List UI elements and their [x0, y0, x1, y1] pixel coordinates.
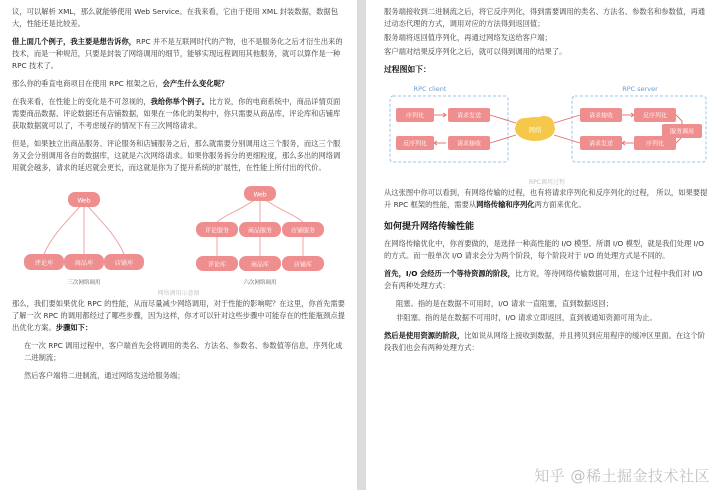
text: 然后客户端将二进制流，通过网络发送给服务端；: [24, 371, 185, 380]
text: 服务端将返回值序列化，再通过网络发送给客户端；: [384, 33, 552, 42]
server-label: RPC server: [622, 85, 658, 93]
right-step-5: [384, 46, 710, 58]
web-label-right: Web: [253, 191, 267, 199]
network-call-diagram: [12, 180, 345, 298]
left-paragraph-6: [12, 298, 345, 334]
left-leaf-label: 评论库: [34, 260, 54, 267]
text: 非阻塞。指的是在数据不可用时，I/O 请求立即返回，直到被通知资源可用为止。: [396, 313, 657, 322]
edge: [84, 202, 124, 254]
web-label-left: Web: [77, 197, 91, 205]
text: 在我来看，在性能上的变化是不可忽视的，: [12, 97, 151, 106]
client-box-label: 序列化: [405, 112, 425, 120]
text: 两方面来优化。: [534, 200, 586, 209]
right-paragraph-wait-phase: [384, 268, 710, 292]
service-label: 店铺服务: [290, 227, 316, 235]
text: 客户端对结果反序列化之后，就可以得到调用的结果了。: [384, 47, 567, 56]
right-paragraph-use-phase: [384, 330, 710, 354]
server-box-label: 请求发送: [588, 140, 614, 148]
left-step-1: [12, 340, 345, 364]
bold-lead: 借上面几个例子，我主要是想告诉你，: [12, 37, 137, 46]
right-step-4: [384, 32, 710, 44]
client-box: [390, 96, 508, 162]
arrow: [554, 135, 580, 143]
client-box-label: 请求接收: [456, 140, 482, 148]
right-paragraph-summary: [384, 187, 710, 211]
text: 服务端接收到二进制流之后，将它反序列化，得到需要调用的类名、方法名、参数名和参数值，再通过动态代理的方式，调用对应的方法得到返回值；: [384, 7, 706, 28]
text: 议，可以解析 XML，那么就能够使用 Web Service。在我来看，它由于使用 XML 封装数据，数据包大，性能还是比较差。: [12, 7, 338, 28]
zhihu-watermark: 知乎 @稀土掘金技术社区: [534, 467, 710, 485]
bold-focus: 网络传输和序列化: [476, 200, 535, 209]
bold-example: 我给你举个例子。: [150, 97, 210, 106]
rpc-process-diagram: [384, 83, 710, 187]
text: 阻塞。指的是在数据不可用时，I/O 请求一直阻塞，直到数据返回；: [396, 299, 613, 308]
text: 从这张图中你可以看到，有网络传输的过程，也有将请求序列化和反序列化的过程， 所以，如果要提升 RPC 框架的性能，需要从: [384, 188, 708, 209]
text: 比如说从网络上接收到数据，并且拷贝到应用程序的缓冲区里面。在这个阶段我们也会有两种处理方式：: [384, 331, 706, 352]
text: 那么你的垂直电商项目在使用 RPC 框架之后，: [12, 79, 163, 88]
process-heading: 过程图如下：: [384, 65, 431, 74]
network-call-svg: [12, 180, 345, 292]
arrow: [490, 115, 516, 123]
bold-question: 会产生什么变化呢？: [162, 79, 229, 88]
right-leaf-label: 店铺库: [293, 261, 313, 269]
server-box-label: 序列化: [645, 140, 665, 148]
left-paragraph-2: [12, 36, 345, 72]
text: 比方说，你的电商系统中，商品详情页面需要商品数据、评论数据还有店铺数据，如果在一体化的架构中，你只需要从商品库，评论库和店铺库获取数据就可以了，不考虑缓存的情况下有三次网络请求。: [12, 97, 341, 130]
service-label: 评论服务: [204, 227, 230, 235]
server-box-label: 反序列化: [642, 112, 668, 120]
client-box-label: 请求发送: [456, 112, 482, 120]
edge: [44, 202, 84, 254]
arrow: [676, 115, 682, 125]
network-label: 网络: [528, 126, 542, 134]
left-paragraph-4: [12, 96, 345, 132]
arrow: [554, 115, 580, 123]
server-box-label: 服务调用: [669, 128, 695, 136]
left-paragraph-1: [12, 6, 345, 30]
right-page: [366, 0, 720, 490]
right-leaf-label: 评论库: [207, 261, 227, 269]
left-paragraph-3: [12, 78, 345, 90]
left-leaf-label: 店铺库: [114, 260, 134, 267]
server-box-label: 请求接收: [588, 112, 614, 120]
right-leaf-label: 商品库: [250, 261, 270, 269]
bold-steps: 步骤如下：: [55, 323, 93, 332]
right-paragraph-io-model: [384, 238, 710, 262]
left-step-2: [12, 370, 345, 382]
page-divider: [357, 0, 366, 490]
network-section-heading: 如何提升网络传输性能: [384, 222, 475, 232]
right-blocking: [384, 298, 710, 310]
text: 比方说，等待网络传输数据可用，在这个过程中我们对 I/O 会有两种处理方式：: [384, 269, 703, 290]
three-calls-label: 三次网络调用: [67, 280, 101, 286]
text: 在网络传输优化中，你首要做的，是选择一种高性能的 I/O 模型。所谓 I/O 模型，就是我们处理 I/O 的方式。而一般单次 I/O 请求会分为两个阶段，每个阶段对于 I/O 的处理方式是不同的。: [384, 239, 704, 260]
text: 在一次 RPC 调用过程中，客户端首先会将调用的类名、方法名、参数名、参数值等信息，序列化成二进制流；: [24, 341, 343, 362]
client-box-label: 反序列化: [402, 140, 428, 148]
left-leaf-label: 商品库: [74, 260, 94, 267]
right-step-3: [384, 6, 710, 30]
left-page: [0, 0, 357, 490]
right-nonblocking: [384, 312, 710, 324]
arrow: [490, 135, 516, 143]
client-label: RPC client: [413, 85, 447, 93]
text: 但是，如果独立出商品服务、评论服务和店铺服务之后，那么就需要分别调用这三个服务，而这三个服务又会分别调用各自的数据库，这就是六次网络请求。如果你服务拆分的更细粒度，那么多出的网络调用就会越多，请求的延迟就会更长，而这就是你为了提升系统的扩展性，在性能上所付出的代价。: [12, 139, 341, 172]
process-caption: RPC调用过程: [529, 179, 565, 186]
rpc-process-svg: [384, 83, 710, 179]
diagram-caption: 网络调用示意图: [157, 290, 200, 297]
bold-use-phase: 然后是使用资源的阶段，: [384, 331, 465, 340]
text: 那么，我们要如果优化 RPC 的性能，从而尽量减少网络调用，对于性能的影响呢？在这里，你首先需要了解一次 RPC 的调用都经过了哪些步骤，因为这样，你才可以针对这些步骤中可能存在的性能瓶颈点提出优化方案。: [12, 299, 345, 332]
six-calls-label: 六次网络调用: [243, 280, 277, 286]
service-label: 商品服务: [247, 227, 273, 235]
left-paragraph-5: [12, 138, 345, 174]
text: RPC 并不是互联网时代的产物，也不是服务化之后才衍生出来的技术，而是一种规范，只要是封装了网络调用的细节，能够实现远程调用其他服务，就可以算作是一种 RPC 技术了。: [12, 37, 343, 70]
bold-wait-phase: 首先，I/O 会经历一个等待资源的阶段，: [384, 269, 515, 278]
